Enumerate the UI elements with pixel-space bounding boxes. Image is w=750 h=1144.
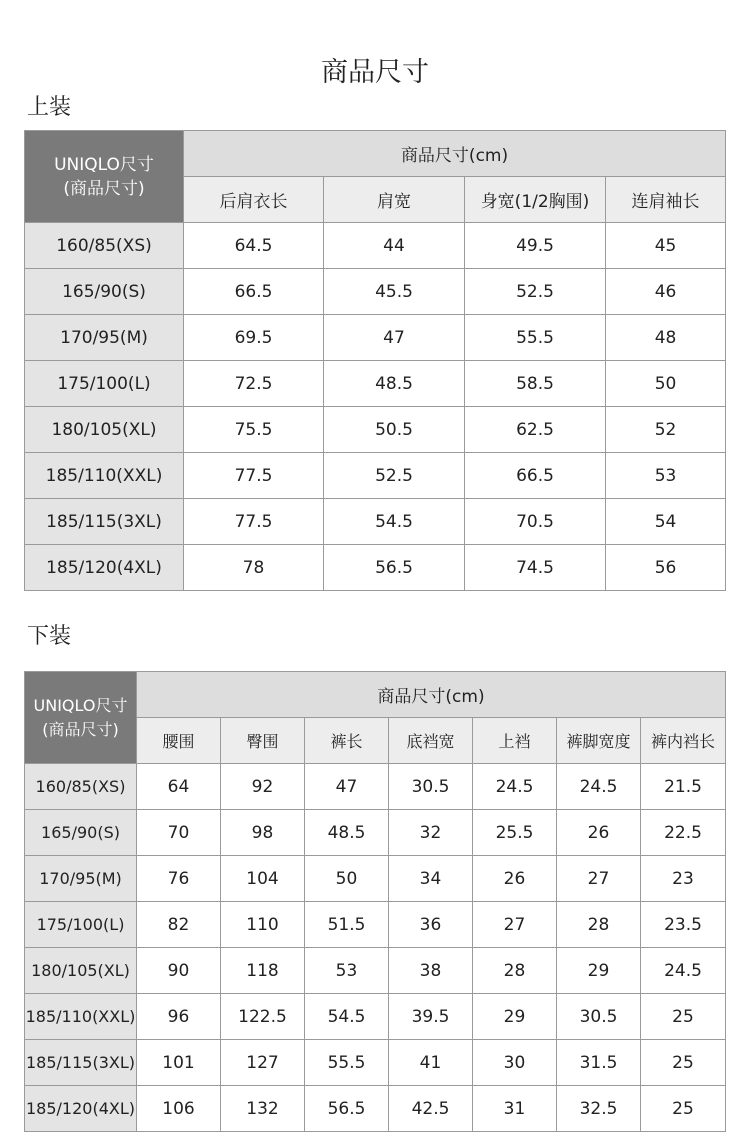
measurement-cell: 24.5 bbox=[473, 764, 557, 810]
measurement-cell: 25 bbox=[641, 1086, 726, 1132]
size-cell: 165/90(S) bbox=[25, 810, 137, 856]
column-header: 底裆宽 bbox=[389, 718, 473, 764]
table-row bbox=[25, 545, 726, 591]
column-header: 臀围 bbox=[221, 718, 305, 764]
measurement-cell: 132 bbox=[221, 1086, 305, 1132]
measurement-cell: 36 bbox=[389, 902, 473, 948]
measurement-cell: 77.5 bbox=[184, 453, 324, 499]
measurement-cell: 30 bbox=[473, 1040, 557, 1086]
table-row bbox=[25, 1040, 726, 1086]
measurement-cell: 49.5 bbox=[465, 223, 606, 269]
measurement-cell: 54 bbox=[606, 499, 726, 545]
measurement-cell: 127 bbox=[221, 1040, 305, 1086]
measurement-cell: 118 bbox=[221, 948, 305, 994]
table-row bbox=[25, 902, 726, 948]
measurement-cell: 29 bbox=[557, 948, 641, 994]
table-row bbox=[25, 499, 726, 545]
column-header: 后肩衣长 bbox=[184, 177, 324, 223]
measurement-cell: 28 bbox=[473, 948, 557, 994]
measurement-cell: 25 bbox=[641, 994, 726, 1040]
measurement-group-header: 商品尺寸(cm) bbox=[184, 131, 726, 177]
measurement-cell: 30.5 bbox=[389, 764, 473, 810]
measurement-cell: 54.5 bbox=[305, 994, 389, 1040]
measurement-cell: 26 bbox=[557, 810, 641, 856]
measurement-cell: 26 bbox=[473, 856, 557, 902]
measurement-cell: 32.5 bbox=[557, 1086, 641, 1132]
measurement-cell: 25 bbox=[641, 1040, 726, 1086]
column-header: 腰围 bbox=[137, 718, 221, 764]
column-header: 上裆 bbox=[473, 718, 557, 764]
measurement-cell: 22.5 bbox=[641, 810, 726, 856]
size-cell: 180/105(XL) bbox=[25, 948, 137, 994]
measurement-cell: 82 bbox=[137, 902, 221, 948]
table-row bbox=[25, 856, 726, 902]
measurement-cell: 23.5 bbox=[641, 902, 726, 948]
size-cell: 180/105(XL) bbox=[25, 407, 184, 453]
table-row bbox=[25, 764, 726, 810]
measurement-cell: 42.5 bbox=[389, 1086, 473, 1132]
measurement-cell: 41 bbox=[389, 1040, 473, 1086]
table-row bbox=[25, 407, 726, 453]
measurement-cell: 78 bbox=[184, 545, 324, 591]
size-cell: 175/100(L) bbox=[25, 902, 137, 948]
measurement-cell: 98 bbox=[221, 810, 305, 856]
table-row bbox=[25, 269, 726, 315]
size-column-header bbox=[25, 672, 137, 764]
column-header: 裤脚宽度 bbox=[557, 718, 641, 764]
measurement-cell: 66.5 bbox=[184, 269, 324, 315]
table-row bbox=[25, 453, 726, 499]
measurement-cell: 52.5 bbox=[465, 269, 606, 315]
measurement-cell: 51.5 bbox=[305, 902, 389, 948]
measurement-cell: 64.5 bbox=[184, 223, 324, 269]
table-row bbox=[25, 223, 726, 269]
measurement-cell: 55.5 bbox=[305, 1040, 389, 1086]
measurement-cell: 24.5 bbox=[641, 948, 726, 994]
measurement-cell: 101 bbox=[137, 1040, 221, 1086]
measurement-cell: 104 bbox=[221, 856, 305, 902]
measurement-cell: 56.5 bbox=[324, 545, 465, 591]
measurement-cell: 110 bbox=[221, 902, 305, 948]
measurement-cell: 53 bbox=[305, 948, 389, 994]
measurement-cell: 50.5 bbox=[324, 407, 465, 453]
column-header: 身宽(1/2胸围) bbox=[465, 177, 606, 223]
size-cell: 170/95(M) bbox=[25, 315, 184, 361]
measurement-cell: 45 bbox=[606, 223, 726, 269]
size-cell: 185/120(4XL) bbox=[25, 545, 184, 591]
size-header-line1: UNIQLO尺寸 bbox=[33, 695, 128, 715]
measurement-cell: 52.5 bbox=[324, 453, 465, 499]
measurement-cell: 45.5 bbox=[324, 269, 465, 315]
column-header: 裤长 bbox=[305, 718, 389, 764]
measurement-cell: 106 bbox=[137, 1086, 221, 1132]
measurement-cell: 64 bbox=[137, 764, 221, 810]
measurement-cell: 48 bbox=[606, 315, 726, 361]
size-column-header bbox=[25, 131, 184, 223]
measurement-cell: 48.5 bbox=[305, 810, 389, 856]
size-header-line2: (商品尺寸) bbox=[42, 719, 119, 739]
measurement-cell: 47 bbox=[305, 764, 389, 810]
section-label-tops: 上装 bbox=[27, 95, 72, 120]
section-label-bottoms: 下装 bbox=[27, 624, 72, 649]
measurement-cell: 21.5 bbox=[641, 764, 726, 810]
measurement-cell: 53 bbox=[606, 453, 726, 499]
column-header: 连肩袖长 bbox=[606, 177, 726, 223]
measurement-cell: 76 bbox=[137, 856, 221, 902]
measurement-cell: 47 bbox=[324, 315, 465, 361]
measurement-cell: 25.5 bbox=[473, 810, 557, 856]
measurement-cell: 62.5 bbox=[465, 407, 606, 453]
measurement-cell: 28 bbox=[557, 902, 641, 948]
column-header: 裤内裆长 bbox=[641, 718, 726, 764]
size-cell: 160/85(XS) bbox=[25, 223, 184, 269]
measurement-cell: 48.5 bbox=[324, 361, 465, 407]
measurement-cell: 27 bbox=[473, 902, 557, 948]
measurement-group-header: 商品尺寸(cm) bbox=[137, 672, 726, 718]
measurement-cell: 24.5 bbox=[557, 764, 641, 810]
table-row bbox=[25, 948, 726, 994]
table-row bbox=[25, 315, 726, 361]
size-cell: 185/120(4XL) bbox=[25, 1086, 137, 1132]
page-title: 商品尺寸 bbox=[321, 57, 429, 88]
size-cell: 185/110(XXL) bbox=[25, 994, 137, 1040]
measurement-cell: 70 bbox=[137, 810, 221, 856]
measurement-cell: 50 bbox=[305, 856, 389, 902]
measurement-cell: 72.5 bbox=[184, 361, 324, 407]
table-row bbox=[25, 1086, 726, 1132]
size-cell: 185/115(3XL) bbox=[25, 499, 184, 545]
measurement-cell: 56 bbox=[606, 545, 726, 591]
measurement-cell: 55.5 bbox=[465, 315, 606, 361]
measurement-cell: 75.5 bbox=[184, 407, 324, 453]
measurement-cell: 23 bbox=[641, 856, 726, 902]
size-cell: 170/95(M) bbox=[25, 856, 137, 902]
measurement-cell: 46 bbox=[606, 269, 726, 315]
measurement-cell: 29 bbox=[473, 994, 557, 1040]
measurement-cell: 44 bbox=[324, 223, 465, 269]
measurement-cell: 54.5 bbox=[324, 499, 465, 545]
measurement-cell: 52 bbox=[606, 407, 726, 453]
measurement-cell: 27 bbox=[557, 856, 641, 902]
size-cell: 185/115(3XL) bbox=[25, 1040, 137, 1086]
column-header: 肩宽 bbox=[324, 177, 465, 223]
table-row bbox=[25, 994, 726, 1040]
measurement-cell: 90 bbox=[137, 948, 221, 994]
bottoms-size-table bbox=[24, 671, 726, 1132]
measurement-cell: 31 bbox=[473, 1086, 557, 1132]
size-cell: 175/100(L) bbox=[25, 361, 184, 407]
measurement-cell: 32 bbox=[389, 810, 473, 856]
table-row bbox=[25, 361, 726, 407]
size-cell: 185/110(XXL) bbox=[25, 453, 184, 499]
measurement-cell: 50 bbox=[606, 361, 726, 407]
measurement-cell: 92 bbox=[221, 764, 305, 810]
measurement-cell: 58.5 bbox=[465, 361, 606, 407]
measurement-cell: 96 bbox=[137, 994, 221, 1040]
size-cell: 165/90(S) bbox=[25, 269, 184, 315]
size-cell: 160/85(XS) bbox=[25, 764, 137, 810]
measurement-cell: 30.5 bbox=[557, 994, 641, 1040]
table-row bbox=[25, 810, 726, 856]
measurement-cell: 122.5 bbox=[221, 994, 305, 1040]
measurement-cell: 77.5 bbox=[184, 499, 324, 545]
measurement-cell: 31.5 bbox=[557, 1040, 641, 1086]
size-header-line2: (商品尺寸) bbox=[63, 178, 145, 199]
measurement-cell: 34 bbox=[389, 856, 473, 902]
measurement-cell: 74.5 bbox=[465, 545, 606, 591]
measurement-cell: 66.5 bbox=[465, 453, 606, 499]
measurement-cell: 70.5 bbox=[465, 499, 606, 545]
measurement-cell: 56.5 bbox=[305, 1086, 389, 1132]
measurement-cell: 38 bbox=[389, 948, 473, 994]
measurement-cell: 39.5 bbox=[389, 994, 473, 1040]
measurement-cell: 69.5 bbox=[184, 315, 324, 361]
size-header-line1: UNIQLO尺寸 bbox=[54, 154, 154, 175]
tops-size-table bbox=[24, 130, 726, 591]
